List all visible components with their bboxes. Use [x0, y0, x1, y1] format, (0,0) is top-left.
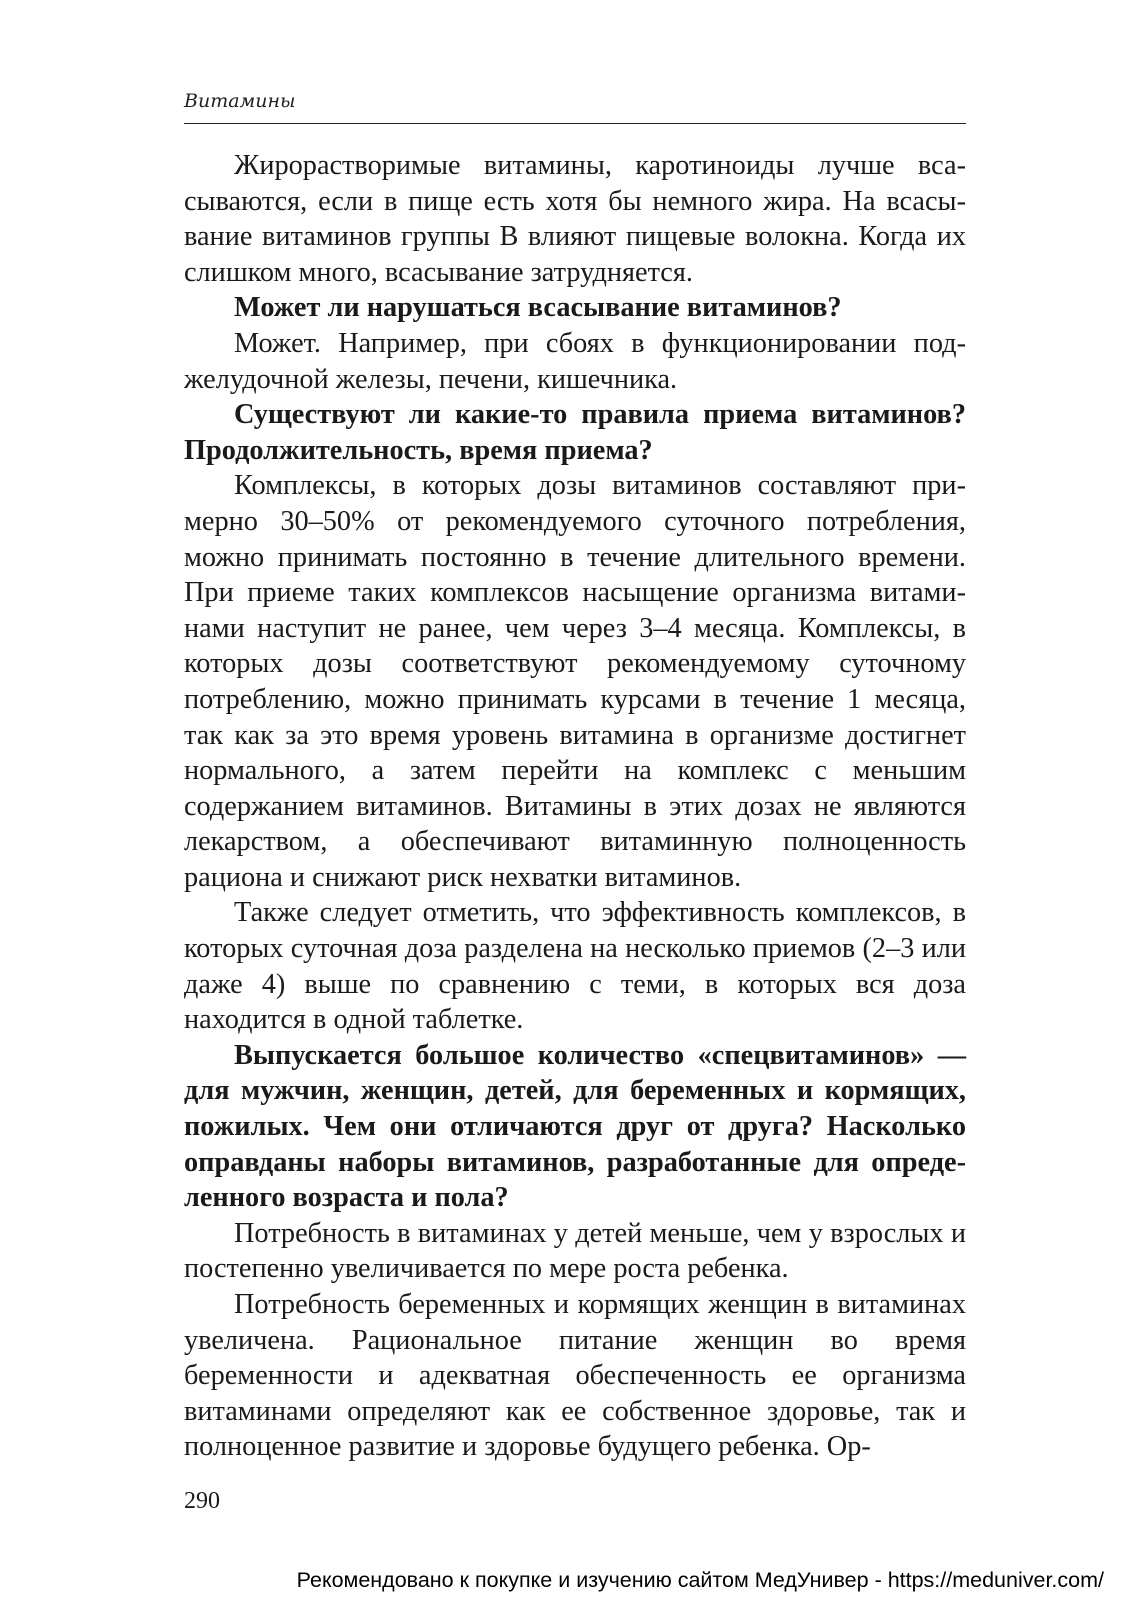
- running-title: Витамины: [184, 90, 296, 112]
- page-number: 290: [184, 1488, 220, 1514]
- body-text: [184, 148, 966, 1465]
- footer-note: Рекомендовано к покупке и изучению сайтом МедУнивер - https://meduniver.com/: [296, 1568, 1104, 1592]
- paragraph: Потребность в витаминах у детей меньше, чем у взрослых и постепенно увеличивается по мере роста ребенка.: [184, 1217, 966, 1285]
- paragraph: Потребность беременных и кормящих женщин в витаминах увеличена. Рациональное питание женщин во время беременности и адекватная обеспеченность ее организма витаминами определяют как ее собственное здоровье, так и полноценное развитие и здоровье будущего ребенка. Ор-: [184, 1289, 966, 1463]
- paragraph: Может. Например, при сбоях в функционировании поджелудочной железы, печени, кишечника.: [184, 327, 966, 395]
- paragraph: Комплексы, в которых дозы витаминов составляют примерно 30–50% от рекомендуемого суточного потребления, можно принимать постоянно в течение длительного времени. При приеме таких комплексов насыщение организма витаминами наступит не ранее, чем через 3–4 месяца. Комплексы, в которых дозы соответствуют рекомендуемому суточному потреблению, можно принимать курсами в течение 1 месяца, так как за это время уровень витамина в организме достигнет нормального, а затем перейти на комплекс с меньшим содержанием витаминов. Витамины в этих дозах не являются лекарством, а обеспечивают витаминную полноценность рациона и снижают риск нехватки витаминов.: [184, 470, 966, 893]
- header-rule: [184, 123, 966, 124]
- question-heading: Выпускается большое количество «спецвитаминов» — для мужчин, женщин, детей, для беременных и кормящих, пожилых. Чем они отличаются друг от друга? Насколько оправданы наборы витаминов, разработанные для определенного возраста и пола?: [184, 1039, 966, 1214]
- question-heading: Существуют ли какие-то правила приема витаминов? Продолжительность, время приема?: [184, 399, 966, 466]
- paragraph: Также следует отметить, что эффективность комплексов, в которых суточная доза разделена на несколько приемов (2–3 или даже 4) выше по сравнению с теми, в которых вся доза находится в одной таблетке.: [184, 897, 966, 1036]
- paragraph: Жирорастворимые витамины, каротиноиды лучше всасываются, если в пище есть хотя бы немного жира. На всасывание витаминов группы В влияют пищевые волокна. Когда их слишком много, всасывание затрудняется.: [184, 150, 966, 288]
- question-heading: Может ли нарушаться всасывание витаминов?: [234, 292, 842, 324]
